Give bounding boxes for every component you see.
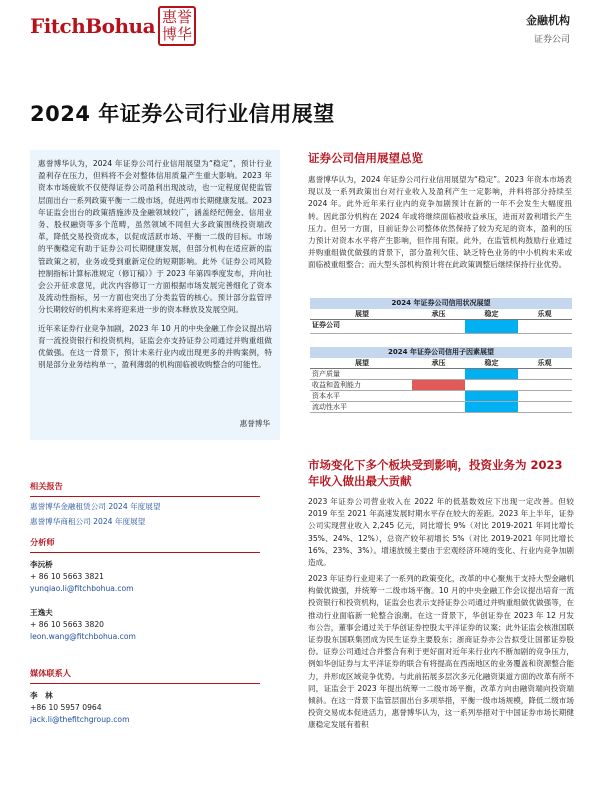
section-market-title: 市场变化下多个板块受到影响，投资业务为 2023 年收入做出最大贡献 [308,458,563,488]
analyst-email[interactable]: yunqiao.li@fitchbohua.com [30,584,134,593]
mark-pressure [412,369,465,379]
related-reports-heading: 相关报告 [30,481,63,491]
section-overview [308,150,572,272]
summary-box [30,150,280,440]
mark-pressure [412,320,465,333]
page-header [0,0,600,60]
analyst-name: 王逸夫 [30,608,53,617]
table-row [310,391,572,402]
header-outlook: 展望 [355,359,369,367]
report-title: 2024 年证券公司行业信用展望 [30,102,335,126]
mark-pressure [412,380,465,390]
table-row [310,369,572,380]
contacts-column [30,480,260,726]
outlook-table [310,298,572,334]
header-stable: 稳定 [484,359,499,367]
section-market-para-1: 2023 年证券公司营业收入在 2022 年的低基数效应下出现一定改善。但较 2019 年至 2021 年高速发展时期水平存在较大的差距。2023 年上半年，证券公司实现营业收入 2,245 亿元，同比增长 9%（对比 2019-2021 年同比增长 35%、24%、12%），总资产较年初增长 5%（对比 2019-2021 年同比增长 16%、23%、3%）。增速放缓主要由于宏观经济环境的变化、行业内竞争加剧造成。 [308,497,574,568]
fitch-bohua-logo [30,6,196,46]
row-label: 资产质量 [312,370,340,378]
divider [30,496,260,497]
mark-positive [518,402,571,412]
logo-text: FitchBohua [30,14,156,38]
analyst-name: 李沅桥 [30,560,53,569]
sector-title: 金融机构 [526,14,570,27]
table-row [310,380,572,391]
mark-positive [518,320,571,333]
header-pressure: 承压 [431,359,446,367]
summary-paragraph-2: 近年来证券行业竞争加剧，2023 年 10 月的中央金融工作会议提出培育一流投资银行和投资机构，证监会亦支持证券公司通过并购重组做优做强。在这一背景下，预计未来行业内或出现更多的并购案例，特别是部分业务结构单一，盈利薄弱的机构面临被收购整合的可能性。 [38,323,272,370]
divider [30,683,260,684]
mark-positive [518,380,571,390]
related-report-link-1[interactable]: 惠誉博华金融租赁公司 2024 年度展望 [30,502,161,511]
row-label: 资本水平 [312,392,340,400]
outlook-table-caption: 2024 年证券公司信用状况展望 [310,298,572,309]
header-pressure: 承压 [431,310,446,318]
summary-paragraph-1: 惠誉博华认为，2024 年证券公司行业信用展望为“稳定”，预计行业盈利存在压力，但料将不会对整体信用质量产生重大影响。2023 年资本市场疲软不仅使得证券公司盈利出现波动，也一定程度促使监管层面出台一系列政策平衡一二级市场，促进两市长期健康发展。2023 年证监会出台的政策措施涉及金融领域较广，涵盖经纪佣金、信用业务、股权融资等多个范畴，虽然领域不同但大多政策围绕投资端改革，降低交易投资成本，以促成活跃市场、平衡一二级的目标。市场的平衡稳定有助于证券公司长期健康发展，但部分机构在适应新的监管政策之初，业务或受到重新定位的短期影响。此外《证券公司风险控制指标计算标准规定（修订稿）》于 2023 年第四季度发布，并向社会公开征求意见，此次内容修订一方面根据市场发展完善细化了资本及流动性指标，另一方面也突出了分类监管的核心。预计部分监管评分长期较好的机构未来将迎来进一步的资本释放及发展空间。 [38,159,272,315]
subfactor-table [310,347,572,413]
row-label: 证券公司 [312,321,340,329]
media-contact-name: 李 林 [30,691,53,700]
section-overview-title: 证券公司信用展望总览 [308,151,423,165]
analyst-email[interactable]: leon.wang@fitchbohua.com [30,632,136,641]
divider [30,552,260,553]
mark-stable [465,320,518,333]
mark-pressure [412,402,465,412]
mark-stable [465,380,518,390]
row-label: 流动性水平 [312,403,347,411]
analysts-heading: 分析师 [30,537,55,547]
mark-stable [465,391,518,401]
mark-stable [465,402,518,412]
outlook-table-header [310,309,572,320]
mark-pressure [412,391,465,401]
table-row [310,402,572,413]
subfactor-table-caption: 2024 年证券公司信用子因素展望 [310,347,572,358]
analyst-phone: + 86 10 5663 3820 [30,620,104,629]
header-outlook: 展望 [355,310,369,318]
section-market-para-2: 2023 年证券行业迎来了一系列的政策变化，改革的中心聚焦于支持大型金融机构做优做强，并统筹一二级市场平衡。10 月的中央金融工作会议提出培育一流投资银行和投资机构，证监会也表示支持证券公司通过并购重组做优做强等，在推动行业面临新一轮整合浪潮。在这一背景下，华创证券在 2023 年 12 月发布公告，董事会通过关于华创证券控股太平洋证券的议案；此外证监会核准国联证券股东国联集团成为民生证券主要股东；浙商证券亦公告拟受让国都证券股份。证券公司通过合并整合有利于更好面对近年来行业内不断加剧的竞争压力，例如华创证券与太平洋证券的联合有将提高在西南地区的业务覆盖和资源整合能力，并形成区域竞争优势。与此前拓展多层次多元化融资渠道方面的改革有所不同，证监会于 2023 年提出统筹一二级市场平衡，改革方向由融资端向投资端倾斜。在这一背景下监管层面出台多项举措，平衡一级市场规模，降低二级市场投资交易成本促进活力，惠誉博华认为，这一系列举措对于中国证券市场长期健康稳定发展有着积 [308,574,574,730]
header-positive: 乐观 [537,310,552,318]
mark-stable [465,369,518,379]
sector-subtitle: 证券公司 [533,35,570,45]
media-contact-email[interactable]: jack.li@thefitchgroup.com [30,715,130,724]
media-contact-phone: +86 10 5957 0964 [30,703,102,712]
section-overview-body: 惠誉博华认为，2024 年证券公司行业信用展望为“稳定”。2023 年资本市场表现以及一系列政策出台对行业收入及盈利产生一定影响，并料将部分持续至 2024 年。此外近年来行业内的竞争加剧预计在新的一年不会发生大幅度扭转。因此部分机构在 2024 年或将继续面临被收益承压，进而对盈利增长产生压力。但另一方面，目前证券公司整体依然保持了较为充足的资本，盈利的压力预计对资本水平将产生影响，但作用有限。此外，在监管机构鼓励行业通过并购重组做优做强的背景下，部分盈利欠佳、缺乏特色业务的中小机构未来或面临被重组整合；而大型头部机构预计将在此政策调整后继续保持行业优势。 [308,175,572,270]
sector-label [526,12,570,45]
mark-positive [518,369,571,379]
analyst-phone: + 86 10 5663 3821 [30,572,104,581]
mark-positive [518,391,571,401]
table-row [310,320,572,334]
subfactor-table-header [310,358,572,369]
header-positive: 乐观 [537,359,552,367]
row-label: 收益和盈利能力 [312,381,361,389]
summary-signature: 惠誉博华 [239,418,270,428]
related-report-link-2[interactable]: 惠誉博华商租公司 2024 年度展望 [30,517,146,526]
media-contact-heading: 媒体联系人 [30,668,71,678]
logo-seal: 惠誉 博华 [158,6,196,46]
header-stable: 稳定 [484,310,499,318]
